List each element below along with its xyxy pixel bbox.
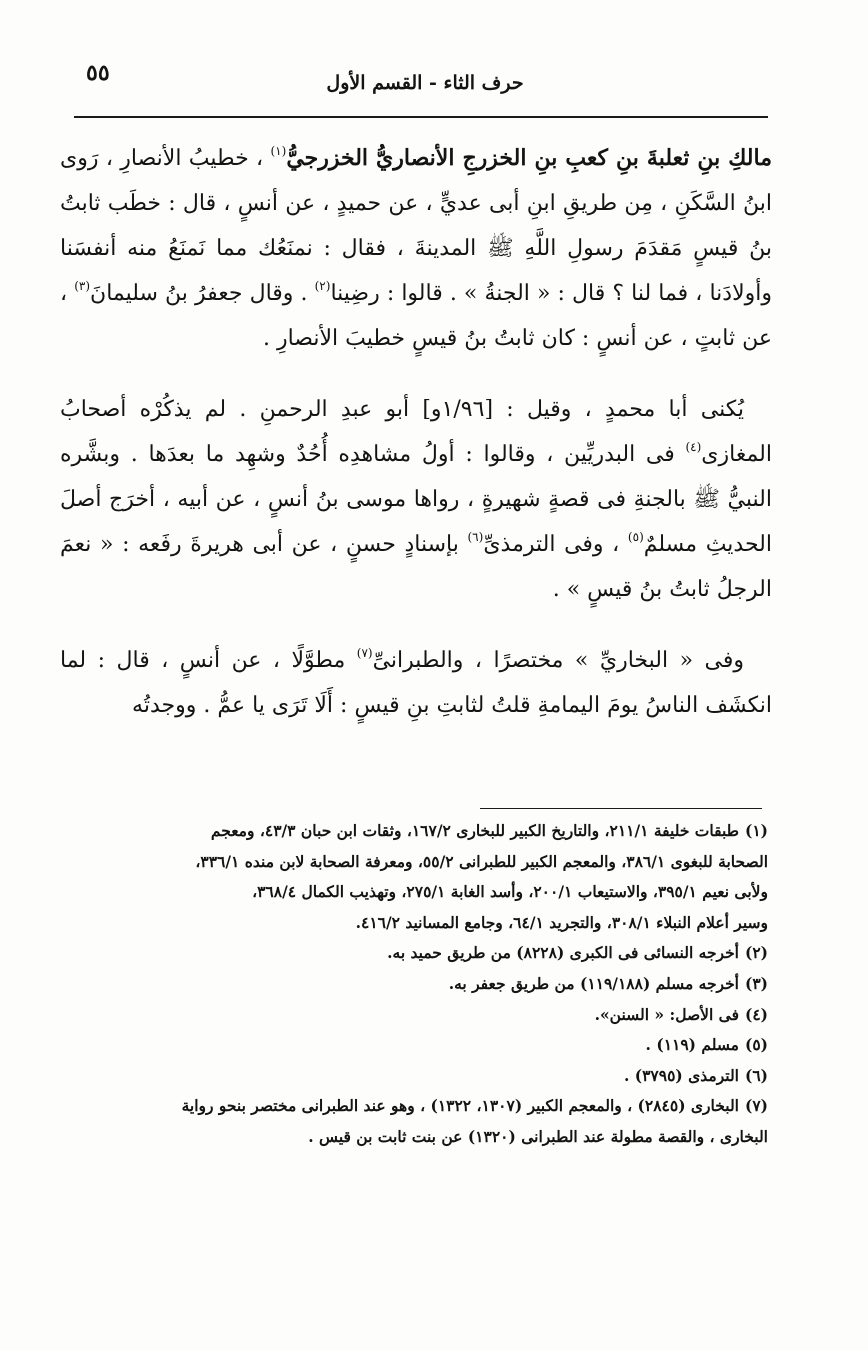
footnote-number: (٣) [744,973,768,993]
footnote-line [40,1061,768,1092]
page-number: ٥٥ [86,60,110,86]
footnote-number: (٥) [744,1035,768,1055]
footnote-text: البخارى ، والقصة مطولة عند الطبرانى (١٣٢٠) عن بنت ثابت بن قيس . [308,1126,768,1146]
text-run: يُكنى أبا محمدٍ ، وقيل : [١/٩٦و] أبو عبدِ الرحمنِ . لم يذكُرْه أصحابُ المغازى [60,397,772,467]
footnote-line [40,1030,768,1061]
text-run: مطوَّلًا ، عن أنسٍ ، قال : لما انكشَف الناسُ يومَ اليمامةِ قلتُ لثابتِ بنِ قيسٍ : أَلَا تَرَى يا عمُّ . ووجدتُه [60,648,772,718]
text-run: ، وفى الترمذىِّ [483,532,628,557]
entry-heading-name: مالكِ بنِ ثعلبةَ بنِ كعبِ بنِ الخزرجِ الأنصاريُّ الخزرجيُّ [286,145,772,171]
text-run: ، خطيبُ الأنصارِ ، رَوى ابنُ السَّكَنِ ، مِن طريقِ ابنِ أبى عديٍّ ، عن حميدٍ ، عن أنسٍ ، قال : خطَب ثابتُ بنُ قيسٍ مَقدَمَ رسولِ اللَّهِ ﷺ المدينةَ ، فقال : نمنَعُك مما نَمنَعُ منه أنفسَنا وأولادَنا ، فما لنا ؟ قال : « الجنةُ » . قالوا : رضِينا [60,146,773,306]
footnote-number: (٤) [744,1004,768,1024]
footnote-text: أخرجه مسلم (١١٩/١٨٨) من طريق جعفر به. [448,973,739,993]
text-run: ، عن ثابتٍ ، عن أنسٍ : كان ثابتُ بنُ قيسٍ خطيبَ الأنصارِ . [60,281,772,351]
footnote-line [40,816,768,847]
footnote-marker[interactable]: (٧) [356,645,373,660]
paragraph [60,638,772,728]
footnote-text: أخرجه النسائى فى الكبرى (٨٢٢٨) من طريق حميد به. [387,943,739,963]
footnote-marker[interactable]: (٤) [685,439,702,454]
footnote-number: (١) [744,821,768,840]
footnote-text: الترمذى (٣٧٩٥) . [623,1065,739,1085]
footnote-line [40,1091,768,1122]
text-run: وفى « البخاريِّ » مختصرًا ، والطبرانىِّ [372,648,744,673]
footnote-marker[interactable]: (٥) [627,529,644,544]
running-head: حرف الثاء - القسم الأول [326,72,524,94]
footnote-number: (٧) [744,1096,768,1116]
footnote-text: مسلم (١١٩) . [645,1035,739,1055]
footnote-line [40,1000,768,1031]
footnote-text: طبقات خليفة ٢١١/١، والتاريخ الكبير للبخارى ١٦٧/٢، وثقات ابن حبان ٤٣/٣، ومعجم [210,821,739,840]
footnote-text: ولأبى نعيم ٣٩٥/١، والاستيعاب ٢٠٠/١، وأسد الغابة ٢٧٥/١، وتهذيب الكمال ٣٦٨/٤، [252,882,768,902]
footnote-marker[interactable]: (٣) [74,278,91,293]
footnote-line [40,1122,768,1153]
footnote-text: وسير أعلام النبلاء ٣٠٨/١، والتجريد ٦٤/١، وجامع المسانيد ٤١٦/٢. [355,912,768,932]
header-rule [74,116,768,118]
footnote-marker[interactable]: (٢) [314,278,331,293]
text-run: فى البدريِّين ، وقالوا : أولُ مشاهدِه أُحُدٌ وشهِد ما بعدَها . وبشَّره النبيُّ ﷺ بالجنةِ فى قصةٍ شهيرةٍ ، رواها موسى بنُ أنسٍ ، عن أبيه ، أخرَج أصلَ الحديثِ مسلمٌ [60,442,772,557]
footnote-line [40,877,768,908]
footnote-line [40,938,768,969]
text-run: بإسنادٍ حسنٍ ، عن أبى هريرةَ رفَعه : « نعمَ الرجلُ ثابتُ بنُ قيسٍ » . [60,532,772,602]
footnote-rule [480,808,762,809]
footnote-text: فى الأصل: « السنن». [594,1004,739,1024]
main-text [60,136,772,728]
footnote-line [40,908,768,939]
footnote-marker[interactable]: (٦) [467,529,484,544]
footnote-number: (٢) [744,943,768,963]
footnote-number: (٦) [744,1065,768,1085]
text-run: . وقال جعفرُ بنُ سليمانَ [90,281,315,306]
footnote-line [40,847,768,878]
footnotes [40,816,768,1153]
footnote-line [40,969,768,1000]
paragraph [60,136,772,361]
footnote-text: البخارى (٢٨٤٥) ، والمعجم الكبير (١٣٠٧، ١٣٢٢) ، وهو عند الطبرانى مختصر بنحو رواية [181,1096,739,1116]
footnote-text: الصحابة للبغوى ٣٨٦/١، والمعجم الكبير للطبرانى ٥٥/٢، ومعرفة الصحابة لابن منده ٣٣٦/١، [195,851,768,871]
paragraph [60,387,772,612]
footnote-marker[interactable]: (١) [270,143,287,158]
